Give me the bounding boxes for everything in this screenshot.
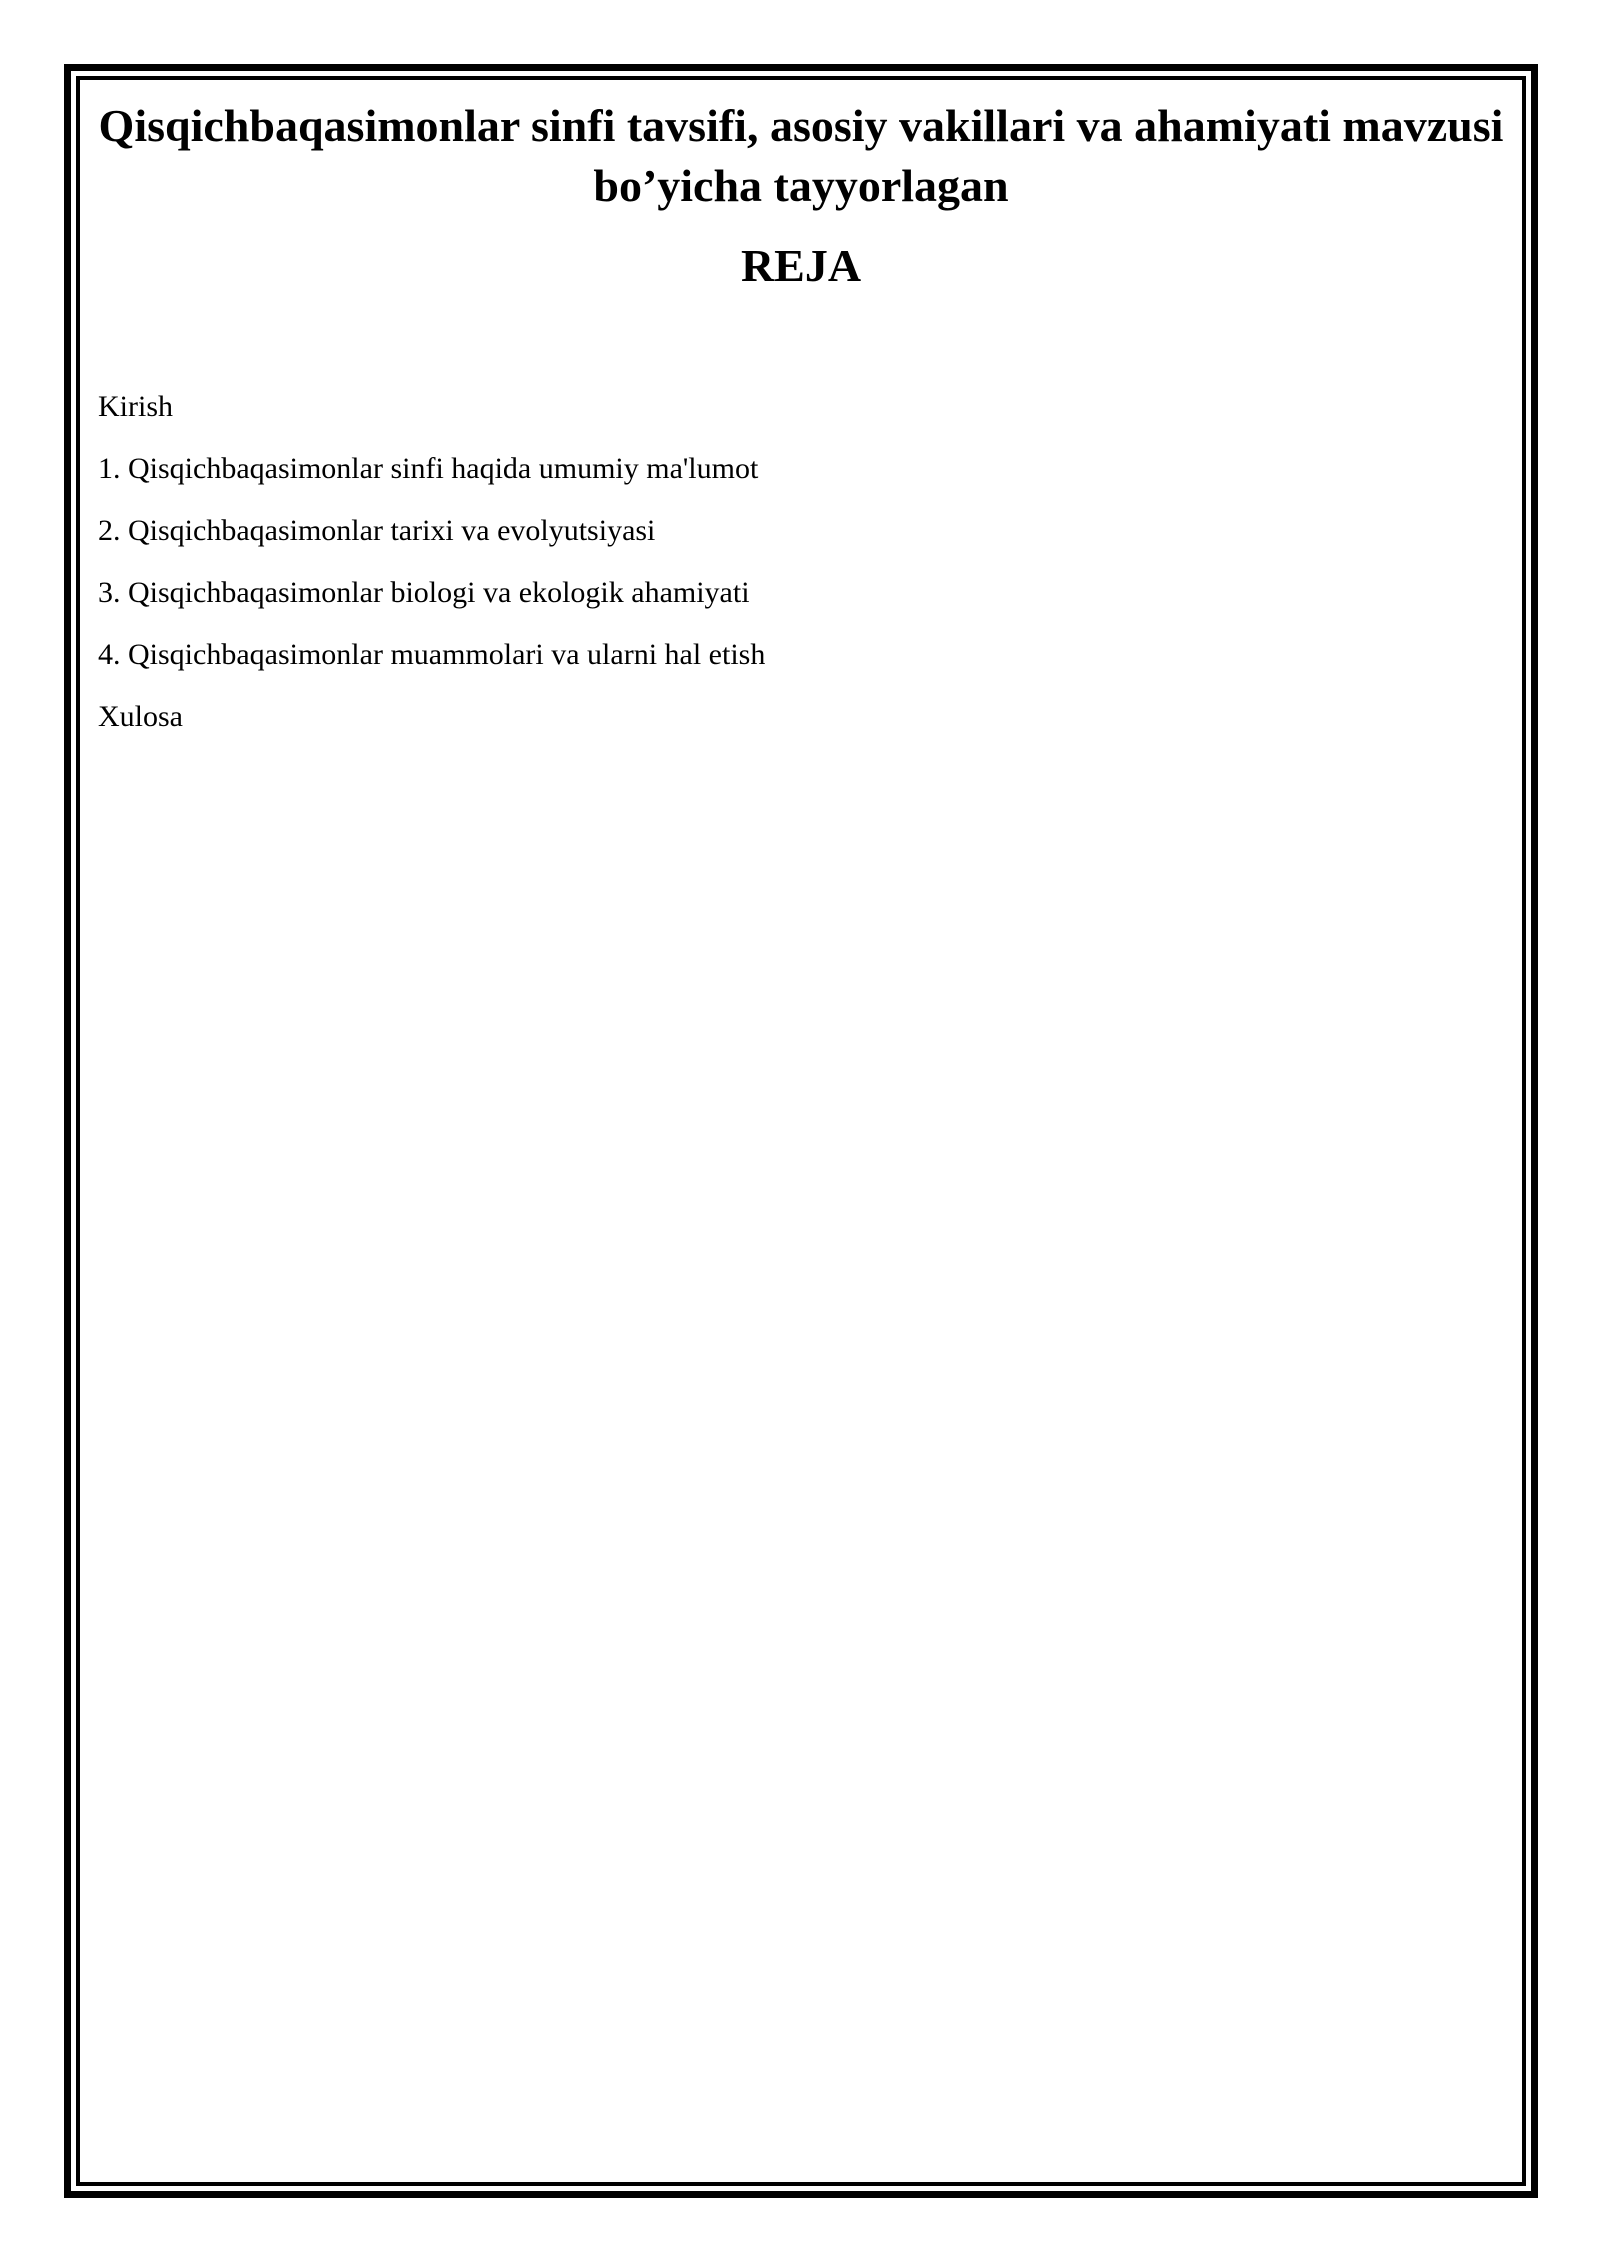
plan-list [98,376,1504,748]
plan-item-1: 1. Qisqichbaqasimonlar sinfi haqida umumiy ma'lumot [98,452,759,485]
plan-item-3: 3. Qisqichbaqasimonlar biologi va ekologik ahamiyati [98,576,750,609]
plan-item-conclusion: Xulosa [98,700,183,733]
plan-item-2: 2. Qisqichbaqasimonlar tarixi va evolyutsiyasi [98,514,656,547]
plan-item-intro: Kirish [98,390,173,423]
plan-heading: REJA [740,240,862,291]
page-content [98,96,1504,748]
document-title: Qisqichbaqasimonlar sinfi tavsifi, asosiy vakillari va ahamiyati mavzusi bo’yicha tayyorlagan [98,100,1504,211]
plan-item-4: 4. Qisqichbaqasimonlar muammolari va ularni hal etish [98,638,766,671]
